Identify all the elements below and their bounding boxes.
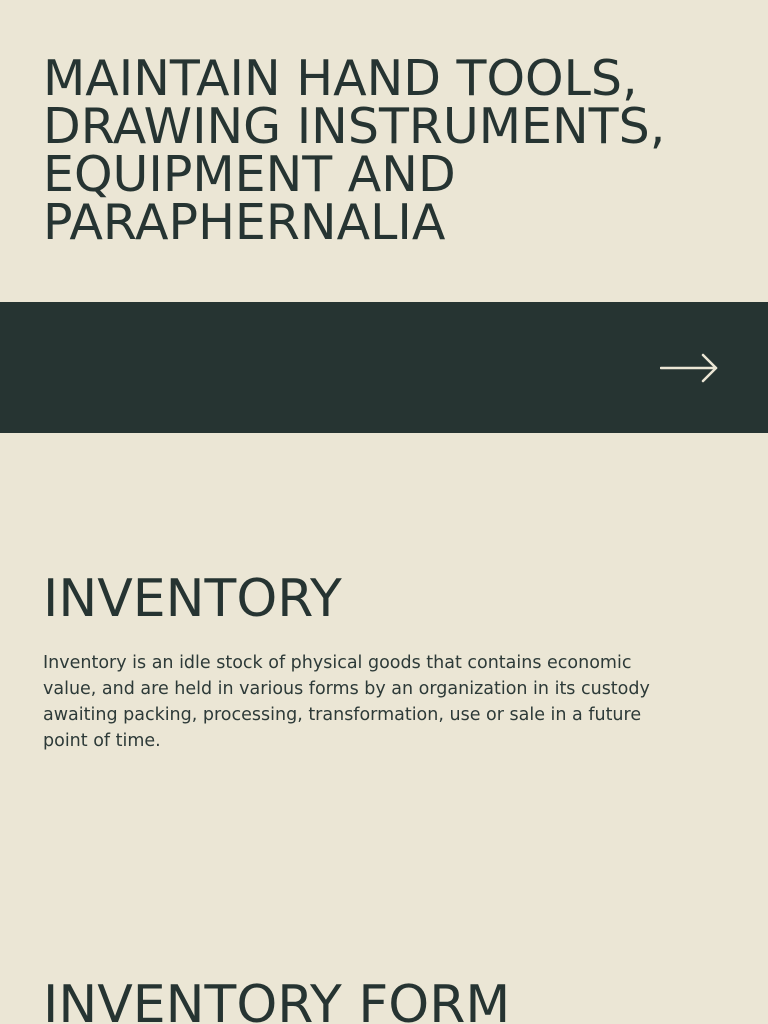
cover-title-line: MAINTAIN HAND TOOLS, [43, 50, 638, 107]
inventory-definition: Inventory is an idle stock of physical goods that contains economic value, and are held in various forms by an organization in its custody awaiting packing, processing, transformation, use or sale in a future point of time. [43, 653, 650, 751]
cover-title [43, 50, 743, 251]
cover-title-line: DRAWING INSTRUMENTS, [43, 98, 666, 155]
cover-band [0, 302, 768, 433]
arrow-right-icon [660, 352, 718, 384]
cover-title-line: EQUIPMENT AND [43, 146, 456, 203]
inventory-form-heading: INVENTORY FORM [43, 975, 511, 1024]
inventory-heading: INVENTORY [43, 569, 342, 629]
cover-title-line: PARAPHERNALIA [43, 194, 446, 251]
